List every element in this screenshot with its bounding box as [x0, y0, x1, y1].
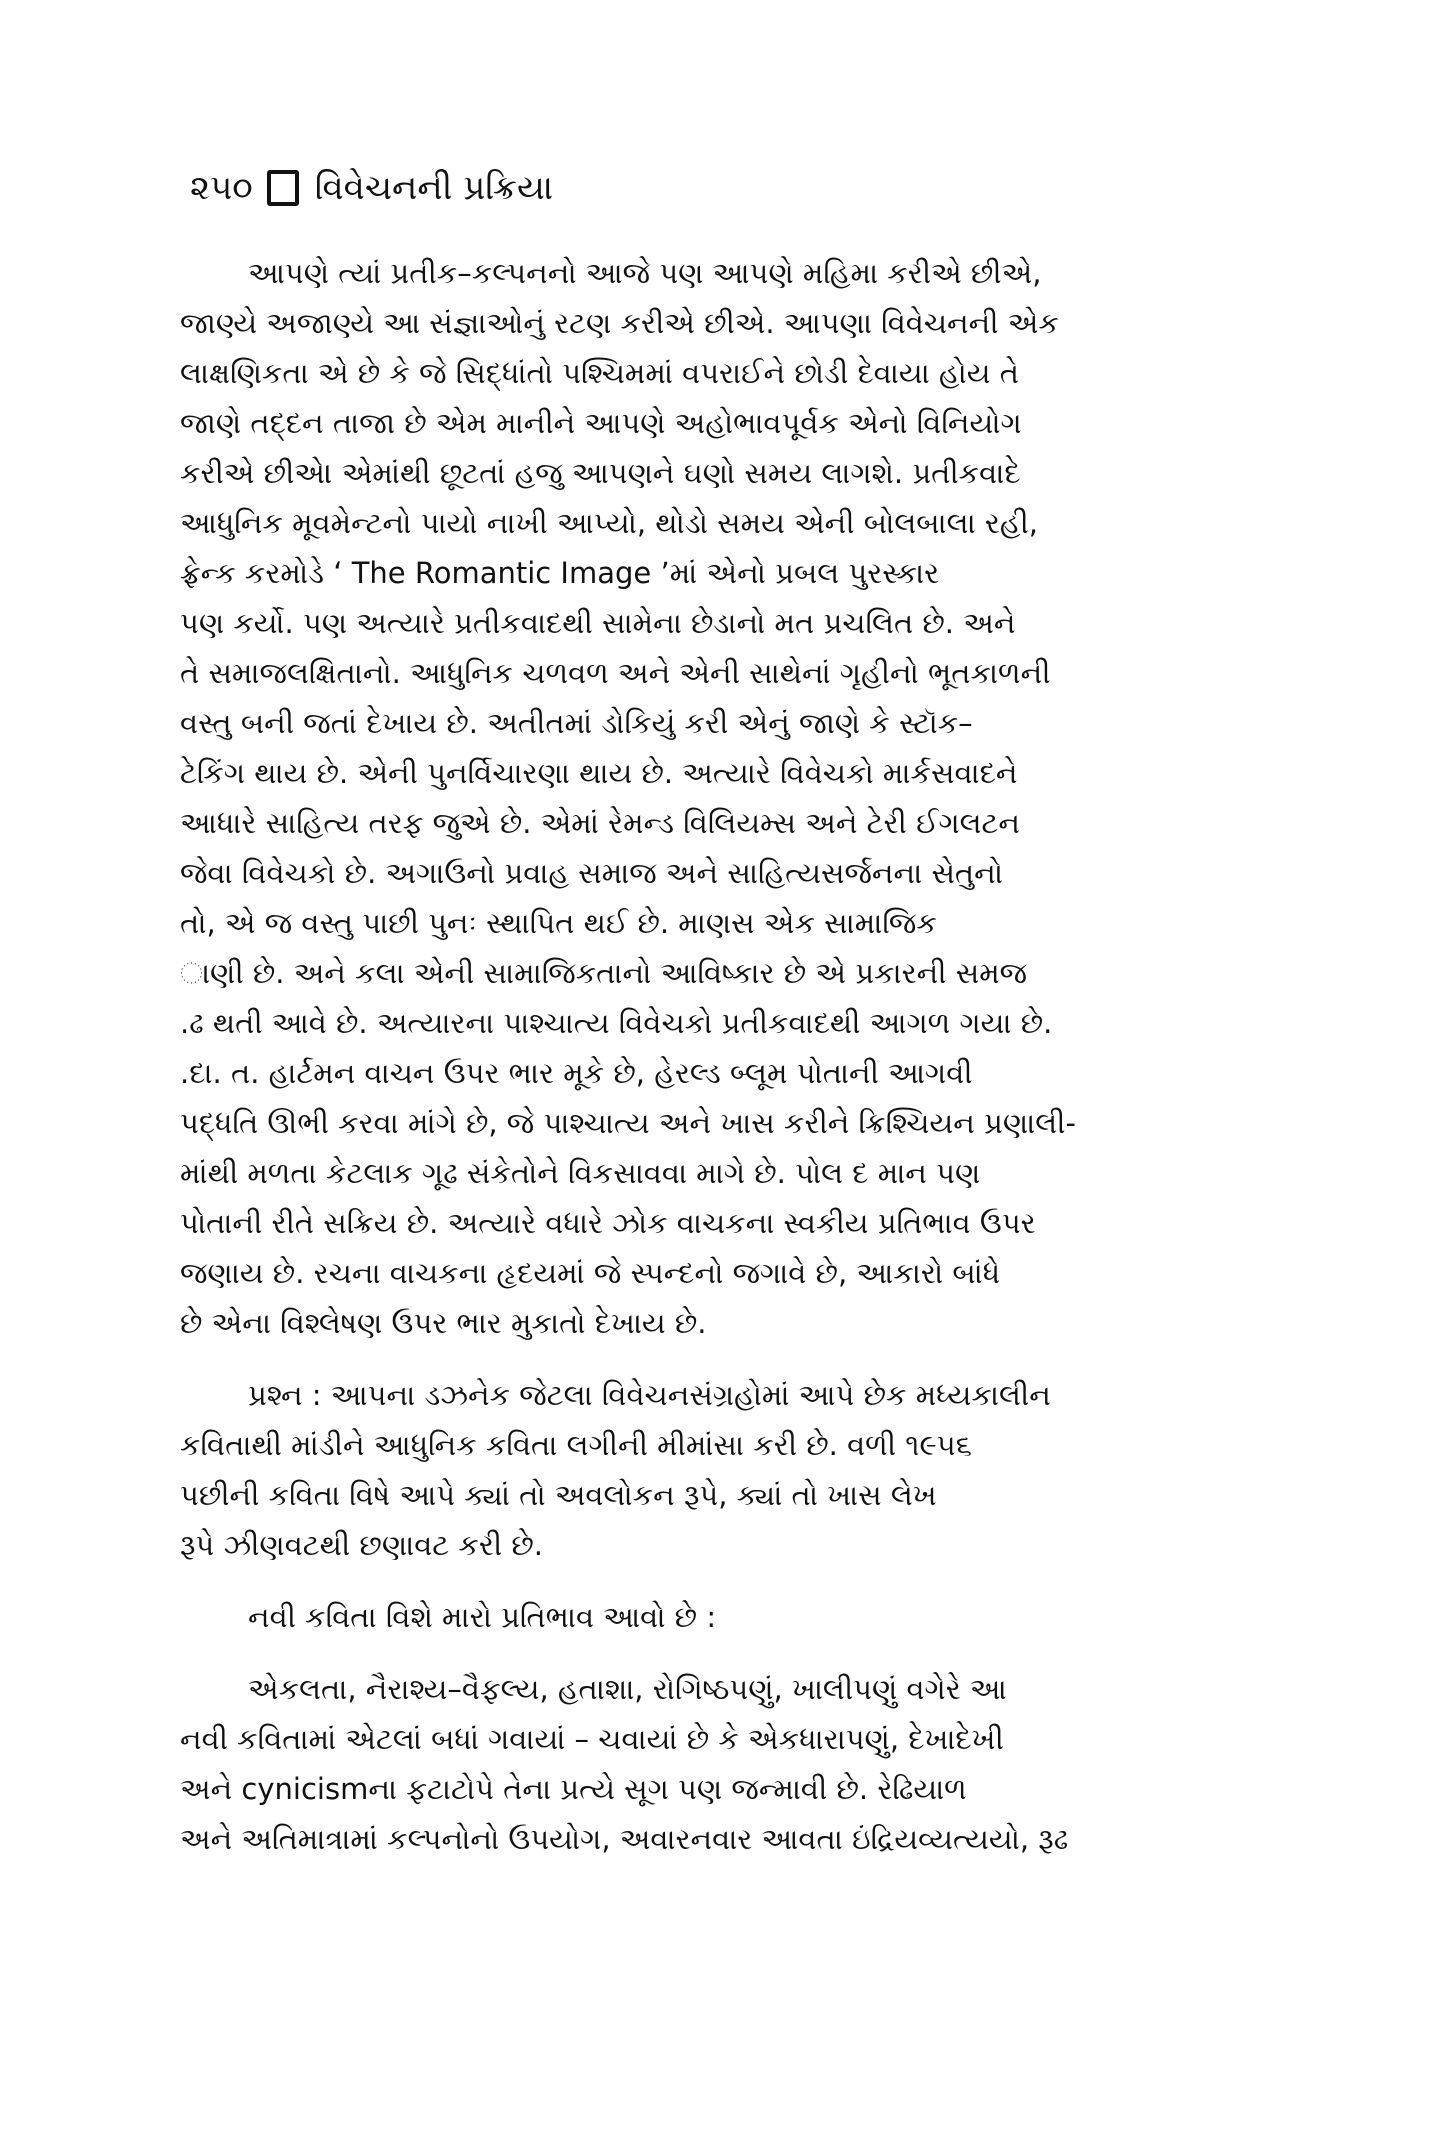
text-line: નવી કવિતામાં એટલાં બધાં ગવાયાં – ચવાયાં છે કે એકધારાપણું, દેખાદેખી: [180, 1722, 1004, 1756]
text-line: જેવા વિવેચકો છે. અગાઉનો પ્રવાહ સમાજ અને સાહિત્યસર્જનના સેતુનો: [180, 856, 1004, 890]
text-line: તે સમાજલક્ષિતાનો. આધુનિક ચળવળ અને એની સાથેનાં ગૃહીનો ભૂતકાળની: [180, 656, 1051, 690]
text-line: વસ્તુ બની જતાં દેખાય છે. અતીતમાં ડોકિયું કરી એનું જાણે કે સ્ટૉક–: [180, 706, 973, 740]
text-line: આપણે ત્યાં પ્રતીક–કલ્પનનો આજે પણ આપણે મહિમા કરીએ છીએ,: [248, 256, 1042, 290]
text-line: પ્રશ્ન : આપના ડઝનેક જેટલા વિવેચનસંગ્રહોમાં આપે છેક મધ્યકાલીન: [248, 1378, 1051, 1412]
text-line: પણ કર્યો. પણ અત્યારે પ્રતીકવાદથી સામેના છેડાનો મત પ્રચલિત છે. અને: [180, 606, 1016, 640]
text-line: અને cynicismના ફટાટોપે તેના પ્રત્યે સૂગ પણ જન્માવી છે. રેઢિયાળ: [180, 1772, 967, 1806]
text-line: આધુનિક મૂવમેન્ટનો પાયો નાખી આપ્યો, થોડો સમય એની બોલબાલા રહી,: [180, 506, 1039, 540]
text-line: એકલતા, નૈરાશ્ય–વૈફલ્ય, હતાશા, રોગિષ્ઠપણું, ખાલીપણું વગેરે આ: [248, 1672, 1007, 1706]
page-header: [190, 168, 553, 208]
text-line: જણાય છે. રચના વાચકના હૃદયમાં જે સ્પન્દનો જગાવે છે, આકારો બાંધે: [180, 1256, 1001, 1290]
page-number: ૨૫૦: [190, 168, 253, 208]
paragraph: [180, 1592, 1290, 1642]
text-line: આધારે સાહિત્ય તરફ જુએ છે. એમાં રેમન્ડ વિલિયમ્સ અને ટેરી ઈગલટન: [180, 806, 1021, 840]
body-text: [180, 248, 1290, 1864]
text-line: પોતાની રીતે સક્રિય છે. અત્યારે વધારે ઝોક વાચકના સ્વકીય પ્રતિભાવ ઉપર: [180, 1206, 1036, 1240]
running-title: વિવેચનની પ્રક્રિયા: [314, 168, 554, 208]
text-line: માંથી મળતા કેટલાક ગૂઢ સંકેતોને વિકસાવવા માગે છે. પોલ દ માન પણ: [180, 1156, 981, 1190]
text-line: લાક્ષણિકતા એ છે કે જે સિદ્ધાંતો પશ્ચિમમાં વપરાઈને છોડી દેવાયા હોય તે: [180, 356, 1019, 390]
text-line: ફ્રેન્ક કરમોડે ‘ The Romantic Image ’માં એનો પ્રબલ પુરસ્કાર: [180, 556, 940, 590]
text-line: જાણે તદ્દન તાજા છે એમ માનીને આપણે અહોભાવપૂર્વક એનો વિનિયોગ: [180, 406, 1022, 440]
text-line: અને અતિમાત્રામાં કલ્પનોનો ઉપયોગ, અવારનવાર આવતા ઇંદ્રિયવ્યત્યયો, રૂઢ: [180, 1822, 1069, 1856]
text-line: તો, એ જ વસ્તુ પાછી પુનઃ સ્થાપિત થઈ છે. માણસ એક સામાજિક: [180, 906, 937, 940]
header-box-ornament: [267, 170, 299, 206]
text-line: પછીની કવિતા વિષે આપે ક્યાં તો અવલોકન રૂપે, ક્યાં તો ખાસ લેખ: [180, 1478, 937, 1512]
text-line: કરીએ છીએ। એમાંથી છૂટતાં હજુ આપણને ઘણો સમય લાગશે. પ્રતીકવાદે: [180, 456, 1021, 490]
text-line: નવી કવિતા વિશે મારો પ્રતિભાવ આવો છે :: [248, 1600, 717, 1634]
text-line: કવિતાથી માંડીને આધુનિક કવિતા લગીની મીમાંસા કરી છે. વળી ૧૯૫૬: [180, 1428, 972, 1462]
text-line: ટેકિંગ થાય છે. એની પુનર્વિચારણા થાય છે. અત્યારે વિવેચકો માર્કસવાદને: [180, 756, 1018, 790]
text-line: .ઢ થતી આવે છે. અત્યારના પાશ્ચાત્ય વિવેચકો પ્રતીકવાદથી આગળ ગયા છે.: [180, 1006, 1053, 1040]
text-line: છે એના વિશ્લેષણ ઉપર ભાર મુકાતો દેખાય છે.: [180, 1306, 707, 1340]
paragraph: [180, 248, 1290, 1348]
text-line: .દા. ત. હાર્ટમન વાચન ઉપર ભાર મૂકે છે, હેરલ્ડ બ્લૂમ પોતાની આગવી: [180, 1056, 973, 1090]
text-line: પદ્ધતિ ઊભી કરવા માંગે છે, જે પાશ્ચાત્ય અને ખાસ કરીને ક્રિશ્ચિયન પ્રણાલી-: [180, 1106, 1076, 1140]
text-line: ાણી છે. અને કલા એની સામાજિકતાનો આવિષ્કાર છે એ પ્રકારની સમજ: [180, 956, 1028, 990]
question-paragraph: [180, 1370, 1290, 1570]
paragraph: [180, 1664, 1290, 1864]
text-line: રૂપે ઝીણવટથી છણાવટ કરી છે.: [180, 1528, 544, 1562]
text-line: જાણ્યે અજાણ્યે આ સંજ્ઞાઓનું રટણ કરીએ છીએ. આપણા વિવેચનની એક: [180, 306, 1059, 340]
